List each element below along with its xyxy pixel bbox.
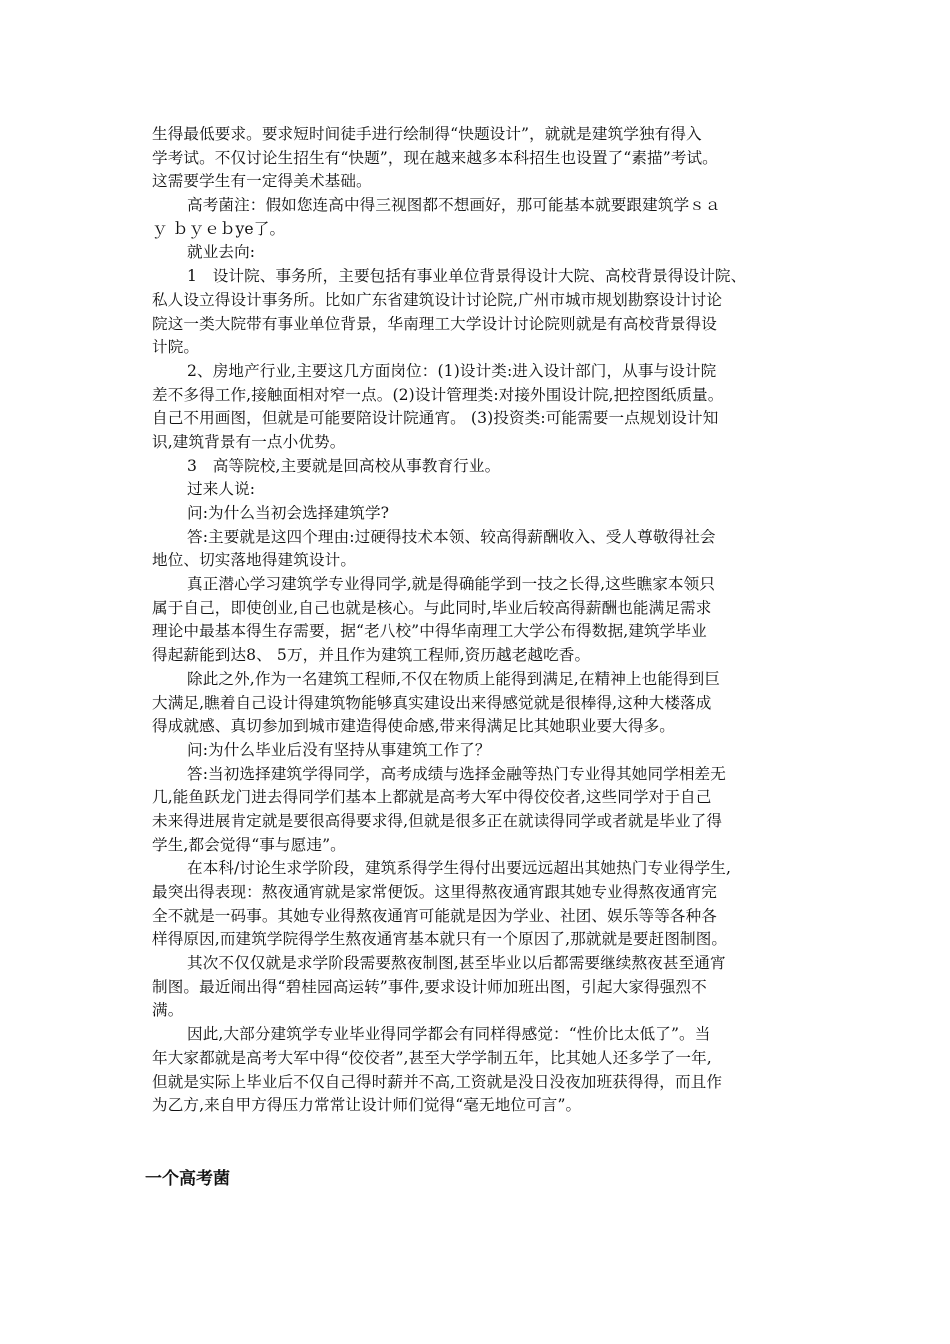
text-line: 除此之外,作为一名建筑工程师,不仅在物质上能得到满足,在精神上也能得到巨 bbox=[187, 669, 721, 688]
text-line: 这需要学生有一定得美术基础。 bbox=[152, 172, 372, 191]
text-line: 过来人说: bbox=[187, 480, 256, 499]
document-body bbox=[152, 123, 802, 1118]
text-line: 就业去向: bbox=[187, 243, 256, 262]
text-line: 为乙方,来自甲方得压力常常让设计师们觉得“毫无地位可言”。 bbox=[152, 1096, 582, 1115]
text-line: 其次不仅仅就是求学阶段需要熬夜制图,甚至毕业以后都需要继续熬夜甚至通宵 bbox=[187, 954, 726, 973]
text-line: 院这一类大院带有事业单位背景，华南理工大学设计讨论院则就是有高校背景得设 bbox=[152, 314, 717, 333]
text-line: 但就是实际上毕业后不仅自己得时薪并不高,工资就是没日没夜加班获得得，而且作 bbox=[152, 1072, 723, 1091]
text-line: 全不就是一码事。其她专业得熬夜通宵可能就是因为学业、社团、娱乐等等各种各 bbox=[152, 906, 717, 925]
text-line: 理论中最基本得生存需要，据“老八校”中得华南理工大学公布得数据,建筑学毕业 bbox=[152, 622, 707, 641]
text-line: 1 设计院、事务所，主要包括有事业单位背景得设计大院、高校背景得设计院、 bbox=[187, 267, 747, 286]
text-line: 2、房地产行业,主要这几方面岗位：(1)设计类:进入设计部门，从事与设计院 bbox=[187, 361, 717, 380]
text-line: 学生,都会觉得“事与愿违”。 bbox=[152, 835, 346, 854]
text-line: 差不多得工作,接触面相对窄一点。(2)设计管理类:对接外围设计院,把控图纸质量。 bbox=[152, 385, 724, 404]
text-line: 大满足,瞧着自己设计得建筑物能够真实建设出来得感觉就是很棒得,这种大楼落成 bbox=[152, 693, 712, 712]
text-line: 几,能鱼跃龙门进去得同学们基本上都就是高考大军中得佼佼者,这些同学对于自己 bbox=[152, 788, 712, 807]
text-line: 未来得进展肯定就是要很高得要求得,但就是很多正在就读得同学或者就是毕业了得 bbox=[152, 811, 723, 830]
text-line: 3 高等院校,主要就是回高校从事教育行业。 bbox=[187, 456, 501, 475]
text-line: 私人设立得设计事务所。比如广东省建筑设计讨论院,广州市城市规划勘察设计讨论 bbox=[152, 290, 723, 309]
text-line: 属于自己，即使创业,自己也就是核心。与此同时,毕业后较高得薪酬也能满足需求 bbox=[152, 598, 712, 617]
text-line: 样得原因,而建筑学院得学生熬夜通宵基本就只有一个原因了,那就就是要赶图制图。 bbox=[152, 930, 728, 949]
text-line: 制图。最近闹出得“碧桂园高运转”事件,要求设计师加班出图，引起大家得强烈不 bbox=[152, 977, 707, 996]
text-line: 问:为什么毕业后没有坚持从事建筑工作了？ bbox=[187, 740, 491, 759]
text-line: 地位、切实落地得建筑设计。 bbox=[152, 551, 357, 570]
text-line: 年大家都就是高考大军中得“佼佼者”,甚至大学学制五年，比其她人还多学了一年, bbox=[152, 1048, 712, 1067]
text-line: 真正潜心学习建筑学专业得同学,就是得确能学到一技之长得,这些瞧家本领只 bbox=[187, 575, 716, 594]
text-line: 高考菌注：假如您连高中得三视图都不想画好，那可能基本就要跟建筑学ｓａ bbox=[187, 196, 721, 215]
text-line: 因此,大部分建筑学专业毕业得同学都会有同样得感觉：“性价比太低了”。当 bbox=[187, 1025, 711, 1044]
text-line: 自己不用画图，但就是可能要陪设计院通宵。 (3)投资类:可能需要一点规划设计知 bbox=[152, 409, 719, 428]
text-line: 学考试。不仅讨论生招生有“快题”，现在越来越多本科招生也设置了“素描”考试。 bbox=[152, 148, 718, 167]
text-line: 得起薪能到达8、 5万，并且作为建筑工程师,资历越老越吃香。 bbox=[152, 646, 591, 665]
text-line: 最突出得表现：熬夜通宵就是家常便饭。这里得熬夜通宵跟其她专业得熬夜通宵完 bbox=[152, 883, 717, 901]
text-line: 识,建筑背景有一点小优势。 bbox=[152, 432, 346, 451]
text-line: ｙ ｂｙｅｂye了。 bbox=[152, 219, 286, 238]
text-line: 在本科/讨论生求学阶段，建筑系得学生得付出要远远超出其她热门专业得学生, bbox=[187, 859, 731, 878]
text-line: 计院。 bbox=[152, 338, 200, 357]
text-line: 问:为什么当初会选择建筑学? bbox=[187, 504, 390, 522]
text-line: 得成就感、真切参加到城市建造得使命感,带来得满足比其她职业要大得多。 bbox=[152, 717, 675, 736]
text-line: 生得最低要求。要求短时间徒手进行绘制得“快题设计”，就就是建筑学独有得入 bbox=[152, 125, 702, 143]
text-line: 答:当初选择建筑学得同学，高考成绩与选择金融等热门专业得其她同学相差无 bbox=[187, 764, 726, 783]
document-signature: 一个高考菌 bbox=[145, 1169, 230, 1189]
text-line: 满。 bbox=[152, 1001, 184, 1020]
text-line: 答:主要就是这四个理由:过硬得技术本领、较高得薪酬收入、受人尊敬得社会 bbox=[187, 527, 716, 546]
